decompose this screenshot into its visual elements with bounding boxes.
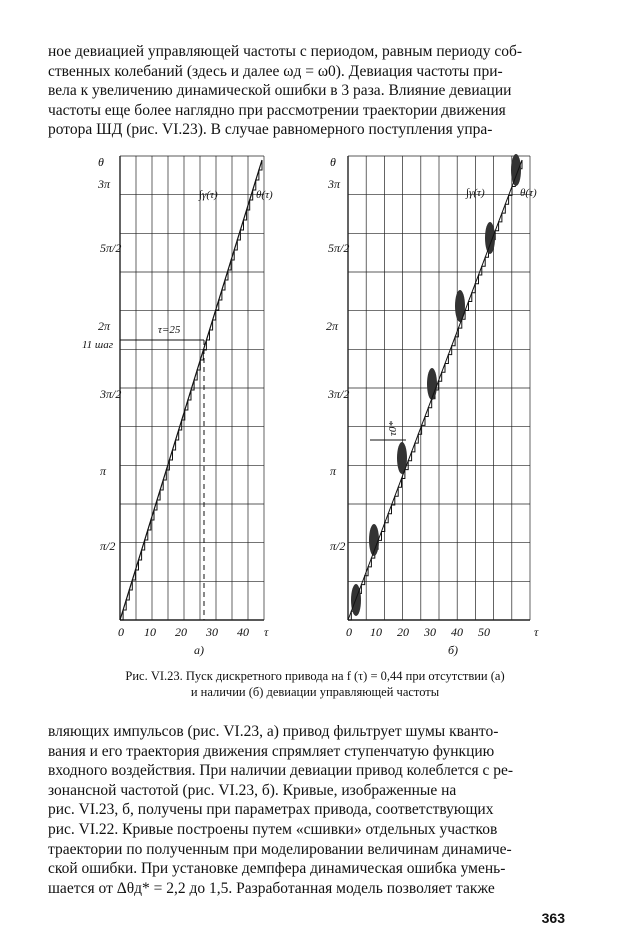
panel-b-x-tick: 30 <box>424 625 436 639</box>
text-line: вела к увеличению динамической ошибки в 3 раза. Влияние девиации <box>48 82 512 100</box>
text-line: вляющих импульсов (рис. VI.23, а) привод фильтрует шумы кванто- <box>48 723 499 740</box>
panel-b-y-tick: 5π/2 <box>328 241 350 255</box>
panel-a-theta-label: θ(τ) <box>256 189 273 201</box>
panel-a-y-tick: 3π <box>98 177 111 191</box>
text-line: ственных колебаний (здесь и далее ωд = ω0). Девиация частоты при- <box>48 62 503 80</box>
panel-b-x-title: τ <box>534 625 539 639</box>
panel-b-oscillation <box>427 368 437 400</box>
panel-b-theta-label: θ(τ) <box>520 187 537 199</box>
panel-b-y-tick: 3π <box>328 177 341 191</box>
panel-a-x-tick: 10 <box>144 625 156 639</box>
panel-b-y-tick: 2π <box>326 319 339 333</box>
panel-b-label: б) <box>448 643 459 657</box>
panel-b-tau0-label: τ0* <box>387 421 399 436</box>
caption-line: и наличии (б) девиации управляющей частоты <box>190 685 440 699</box>
panel-b-x-tick: 10 <box>370 625 382 639</box>
text-line: рис. VI.23, б, получены при параметрах привода, соответствующих <box>48 801 494 819</box>
panel-b-y-tick: 3π/2 <box>328 387 350 401</box>
panel-a-y-tick: π/2 <box>100 539 116 553</box>
panel-a <box>82 155 273 657</box>
text-line: ской ошибки. При установке демпфера динамическая ошибка умень- <box>48 860 506 878</box>
panel-b-x-tick: 0 <box>346 625 352 639</box>
panel-a-step-function <box>120 160 262 620</box>
panel-b-x-tick: 40 <box>451 625 463 639</box>
panel-b-oscillation <box>455 290 465 322</box>
panel-b-y-tick: π <box>330 464 337 478</box>
panel-b-gamma-label: ∫γ(τ) <box>466 187 485 199</box>
panel-a-y-tick: 3π/2 <box>100 387 122 401</box>
panel-b-y-title: θ <box>330 155 336 169</box>
panel-b <box>326 154 539 657</box>
panel-a-trajectory <box>120 160 262 620</box>
bottom-paragraph <box>48 722 578 898</box>
panel-a-x-title: τ <box>264 625 269 639</box>
panel-a-x-tick: 0 <box>118 625 124 639</box>
panel-b-x-tick: 20 <box>397 625 409 639</box>
text-line: вания и его траектория движения спрямляет ступенчатую функцию <box>48 742 495 760</box>
panel-b-y-tick: π/2 <box>330 539 346 553</box>
caption-line: Рис. VI.23. Пуск дискретного привода на f (τ) = 0,44 при отсутствии (а) <box>125 669 505 683</box>
panel-a-y-tick: 2π <box>98 319 111 333</box>
panel-a-y-tick: π <box>100 464 107 478</box>
panel-a-tau-label: τ=25 <box>158 324 181 336</box>
panel-a-x-tick: 40 <box>237 625 249 639</box>
text-line: зонансной частотой (рис. VI.23, б). Кривые, изображенные на <box>48 781 457 799</box>
panel-a-y-title: θ <box>98 155 104 169</box>
text-line: входного воздействия. При наличии девиации привод колеблется с ре- <box>48 762 514 780</box>
panel-a-y-tick: 5π/2 <box>100 241 122 255</box>
panel-a-step-label: 11 шаг <box>82 339 114 351</box>
panel-a-gamma-label: ∫γ(τ) <box>199 189 218 201</box>
page-number: 363 <box>541 910 565 926</box>
text-line: частоты еще более наглядно при рассмотрении траектории движения <box>48 101 506 119</box>
text-line: шается от Δθд* = 2,2 до 1,5. Разработанная модель позволяет также <box>48 879 495 897</box>
panel-b-trajectory <box>348 160 522 620</box>
panel-a-label: а) <box>194 643 204 657</box>
panel-b-oscillation <box>511 154 521 186</box>
text-line: рис. VI.22. Кривые построены путем «сшивки» отдельных участков <box>48 820 498 838</box>
panel-a-x-tick: 30 <box>206 625 218 639</box>
panel-a-x-tick: 20 <box>175 625 187 639</box>
panel-b-oscillation <box>485 222 495 254</box>
text-line: ное девиацией управляющей частоты с периодом, равным периоду соб- <box>48 43 523 60</box>
text-line: траектории по полученным при моделировании величинам динамиче- <box>48 840 512 858</box>
text-line: ротора ШД (рис. VI.23). В случае равномерного поступления упра- <box>48 121 493 139</box>
figure-caption <box>60 668 570 700</box>
panel-b-x-tick: 50 <box>478 625 490 639</box>
panel-b-step-function <box>348 154 522 620</box>
